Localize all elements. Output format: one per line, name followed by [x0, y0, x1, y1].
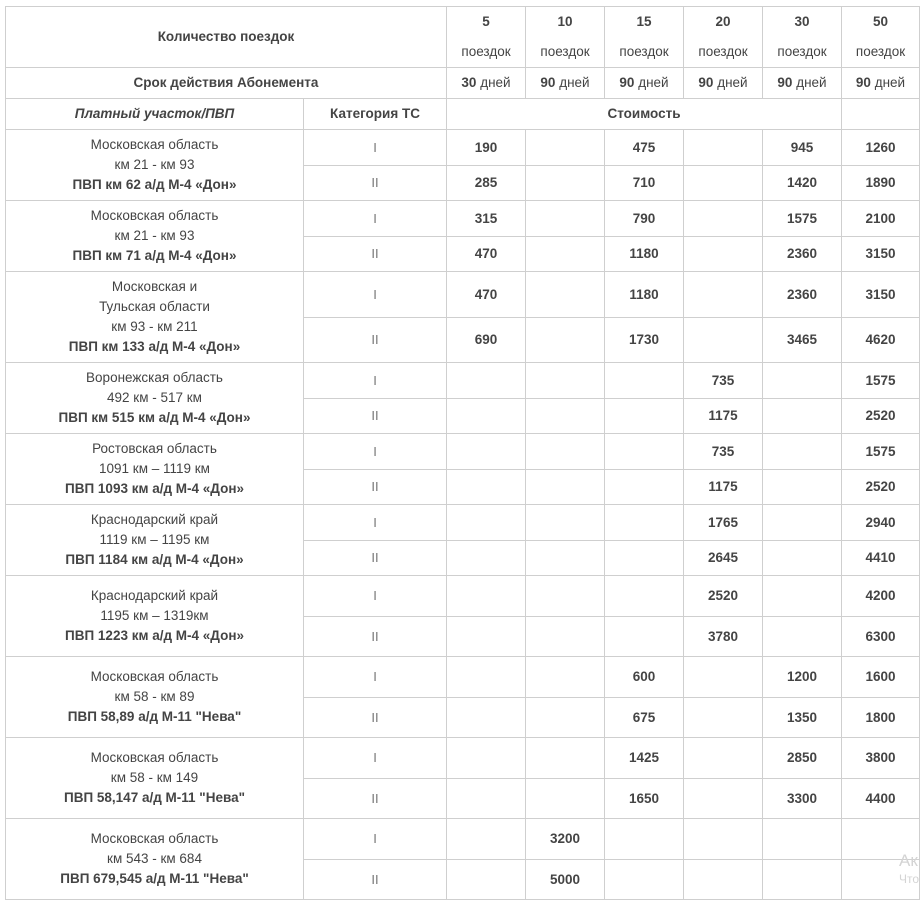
- section-cell: Краснодарский край 1119 км – 1195 км ПВП 1184 км а/д М-4 «Дон»: [6, 505, 304, 576]
- validity-days: 30 дней: [447, 68, 526, 99]
- price-cell: 1175: [684, 399, 763, 434]
- price-cell: [447, 576, 526, 617]
- section-cell: Московская область км 543 - км 684 ПВП 679,545 а/д М-11 "Нева": [6, 819, 304, 900]
- price-cell: [447, 617, 526, 657]
- section-cell: Московская область км 58 - км 149 ПВП 58,147 а/д М-11 "Нева": [6, 738, 304, 819]
- category-cell: II: [304, 470, 447, 505]
- price-cell: [447, 819, 526, 860]
- table-row: [6, 505, 920, 541]
- price-cell: [526, 779, 605, 819]
- category-cell: II: [304, 860, 447, 900]
- price-cell: 4400: [842, 779, 920, 819]
- price-cell: [763, 576, 842, 617]
- trip-col-header: 10 поездок: [526, 7, 605, 68]
- category-cell: II: [304, 541, 447, 576]
- price-cell: [605, 470, 684, 505]
- price-cell: [684, 698, 763, 738]
- price-cell: 6300: [842, 617, 920, 657]
- price-cell: 470: [447, 272, 526, 318]
- price-cell: [605, 576, 684, 617]
- price-cell: 710: [605, 166, 684, 201]
- tariff-table: [5, 6, 920, 900]
- category-cell: II: [304, 318, 447, 363]
- price-cell: 1420: [763, 166, 842, 201]
- table-row: [6, 657, 920, 698]
- price-cell: 3200: [526, 819, 605, 860]
- category-cell: I: [304, 363, 447, 399]
- table-row: [6, 576, 920, 617]
- price-cell: [526, 399, 605, 434]
- table-row: [6, 363, 920, 399]
- price-cell: [605, 363, 684, 399]
- price-cell: 1650: [605, 779, 684, 819]
- price-cell: [763, 860, 842, 900]
- price-cell: 2645: [684, 541, 763, 576]
- price-cell: [526, 363, 605, 399]
- trips-header-row: [6, 7, 920, 68]
- category-cell: II: [304, 166, 447, 201]
- price-cell: 945: [763, 130, 842, 166]
- price-cell: 1575: [842, 363, 920, 399]
- price-cell: 4200: [842, 576, 920, 617]
- price-cell: 1575: [842, 434, 920, 470]
- price-cell: 1180: [605, 237, 684, 272]
- price-cell: [684, 738, 763, 779]
- table-row: [6, 434, 920, 470]
- price-cell: [684, 657, 763, 698]
- validity-days: 90 дней: [684, 68, 763, 99]
- category-cell: I: [304, 272, 447, 318]
- price-cell: 1730: [605, 318, 684, 363]
- table-row: [6, 130, 920, 166]
- category-cell: I: [304, 657, 447, 698]
- price-cell: [684, 201, 763, 237]
- column-header-row: [6, 99, 920, 130]
- validity-header-row: [6, 68, 920, 99]
- price-cell: [526, 657, 605, 698]
- price-cell: [763, 541, 842, 576]
- section-cell: Краснодарский край 1195 км – 1319км ПВП 1223 км а/д М-4 «Дон»: [6, 576, 304, 657]
- section-cell: Московская область км 58 - км 89 ПВП 58,89 а/д М-11 "Нева": [6, 657, 304, 738]
- price-cell: 2520: [684, 576, 763, 617]
- pvp-name: ПВП км 515 км а/д М-4 «Дон»: [58, 410, 251, 425]
- price-cell: 2520: [842, 470, 920, 505]
- watermark: Ак Что: [899, 851, 920, 886]
- table-row: [6, 738, 920, 779]
- price-cell: [447, 505, 526, 541]
- category-cell: II: [304, 399, 447, 434]
- category-cell: I: [304, 738, 447, 779]
- pvp-name: ПВП 1093 км а/д М-4 «Дон»: [65, 481, 244, 496]
- category-cell: I: [304, 130, 447, 166]
- category-cell: I: [304, 819, 447, 860]
- table-row: [6, 272, 920, 318]
- price-cell: [605, 617, 684, 657]
- section-cell: Московская область км 21 - км 93 ПВП км 62 а/д М-4 «Дон»: [6, 130, 304, 201]
- trip-col-header: 30 поездок: [763, 7, 842, 68]
- category-cell: II: [304, 698, 447, 738]
- price-cell: [526, 541, 605, 576]
- category-cell: I: [304, 434, 447, 470]
- table-row: [6, 819, 920, 860]
- price-cell: 735: [684, 434, 763, 470]
- trip-col-header: 20 поездок: [684, 7, 763, 68]
- pvp-name: ПВП 1184 км а/д М-4 «Дон»: [65, 552, 244, 567]
- price-cell: 285: [447, 166, 526, 201]
- price-cell: 3150: [842, 237, 920, 272]
- price-cell: 2940: [842, 505, 920, 541]
- price-cell: [526, 237, 605, 272]
- section-cell: Ростовская область 1091 км – 1119 км ПВП 1093 км а/д М-4 «Дон»: [6, 434, 304, 505]
- price-cell: 3150: [842, 272, 920, 318]
- price-cell: 3800: [842, 738, 920, 779]
- price-cell: 1800: [842, 698, 920, 738]
- price-cell: [763, 617, 842, 657]
- price-cell: 3465: [763, 318, 842, 363]
- price-cell: 3300: [763, 779, 842, 819]
- price-cell: 1600: [842, 657, 920, 698]
- price-cell: 475: [605, 130, 684, 166]
- price-cell: [526, 617, 605, 657]
- price-cell: [605, 505, 684, 541]
- price-cell: [447, 541, 526, 576]
- price-cell: 600: [605, 657, 684, 698]
- price-cell: [526, 166, 605, 201]
- price-cell: [763, 399, 842, 434]
- price-cell: 690: [447, 318, 526, 363]
- section-cell: Московская область км 21 - км 93 ПВП км 71 а/д М-4 «Дон»: [6, 201, 304, 272]
- price-cell: [763, 363, 842, 399]
- trip-col-header: 5 поездок: [447, 7, 526, 68]
- table-row: [6, 201, 920, 237]
- section-cell: Воронежская область 492 км - 517 км ПВП км 515 км а/д М-4 «Дон»: [6, 363, 304, 434]
- price-cell: [684, 237, 763, 272]
- price-cell: [447, 434, 526, 470]
- price-cell: [526, 576, 605, 617]
- price-cell: [447, 657, 526, 698]
- pvp-name: ПВП 679,545 а/д М-11 "Нева": [60, 871, 249, 886]
- pvp-name: ПВП км 71 а/д М-4 «Дон»: [72, 248, 237, 263]
- price-cell: [684, 860, 763, 900]
- price-cell: [684, 318, 763, 363]
- price-cell: [526, 470, 605, 505]
- validity-label: Срок действия Абонемента: [6, 68, 447, 99]
- validity-days: 90 дней: [605, 68, 684, 99]
- price-cell: [684, 272, 763, 318]
- price-cell: 2850: [763, 738, 842, 779]
- validity-days: 90 дней: [842, 68, 920, 99]
- price-cell: 1175: [684, 470, 763, 505]
- price-cell: [526, 738, 605, 779]
- price-cell: [684, 819, 763, 860]
- category-header: Категория ТС: [304, 99, 447, 130]
- price-cell: [526, 505, 605, 541]
- price-cell: 190: [447, 130, 526, 166]
- price-cell: [526, 201, 605, 237]
- price-cell: 1200: [763, 657, 842, 698]
- trips-count-label: Количество поездок: [6, 7, 447, 68]
- cost-header: Стоимость: [447, 99, 842, 130]
- price-cell: 2360: [763, 272, 842, 318]
- price-cell: 1425: [605, 738, 684, 779]
- price-cell: [684, 166, 763, 201]
- price-cell: [447, 698, 526, 738]
- price-cell: [526, 434, 605, 470]
- price-cell: [605, 399, 684, 434]
- validity-days: 90 дней: [526, 68, 605, 99]
- category-cell: I: [304, 576, 447, 617]
- price-cell: [763, 470, 842, 505]
- category-cell: II: [304, 617, 447, 657]
- empty-header-cell: [842, 99, 920, 130]
- price-cell: [526, 698, 605, 738]
- price-cell: 3780: [684, 617, 763, 657]
- pvp-name: ПВП км 62 а/д М-4 «Дон»: [72, 177, 237, 192]
- price-cell: [684, 130, 763, 166]
- category-cell: II: [304, 779, 447, 819]
- category-cell: II: [304, 237, 447, 272]
- price-cell: 1260: [842, 130, 920, 166]
- price-cell: [526, 272, 605, 318]
- price-cell: 2520: [842, 399, 920, 434]
- price-cell: 1890: [842, 166, 920, 201]
- validity-days: 90 дней: [763, 68, 842, 99]
- price-cell: [526, 130, 605, 166]
- price-cell: [605, 819, 684, 860]
- price-cell: [605, 541, 684, 576]
- price-cell: [526, 318, 605, 363]
- price-cell: [447, 779, 526, 819]
- trip-col-header: 15 поездок: [605, 7, 684, 68]
- price-cell: 315: [447, 201, 526, 237]
- price-cell: [763, 505, 842, 541]
- price-cell: 1180: [605, 272, 684, 318]
- pvp-name: ПВП 58,147 а/д М-11 "Нева": [64, 790, 245, 805]
- price-cell: 2360: [763, 237, 842, 272]
- price-cell: 790: [605, 201, 684, 237]
- price-cell: [447, 399, 526, 434]
- section-header: Платный участок/ПВП: [6, 99, 304, 130]
- price-cell: [447, 738, 526, 779]
- category-cell: I: [304, 505, 447, 541]
- price-cell: 1350: [763, 698, 842, 738]
- price-cell: 2100: [842, 201, 920, 237]
- price-cell: 1575: [763, 201, 842, 237]
- price-cell: 675: [605, 698, 684, 738]
- price-cell: 5000: [526, 860, 605, 900]
- price-cell: [447, 860, 526, 900]
- price-cell: [763, 819, 842, 860]
- section-cell: Московская и Тульская области км 93 - км 211 ПВП км 133 а/д М-4 «Дон»: [6, 272, 304, 363]
- price-cell: [763, 434, 842, 470]
- price-cell: 735: [684, 363, 763, 399]
- category-cell: I: [304, 201, 447, 237]
- price-cell: 1765: [684, 505, 763, 541]
- pvp-name: ПВП км 133 а/д М-4 «Дон»: [68, 339, 241, 354]
- trip-col-header: 50 поездок: [842, 7, 920, 68]
- price-cell: 4410: [842, 541, 920, 576]
- pvp-name: ПВП 1223 км а/д М-4 «Дон»: [65, 628, 244, 643]
- price-cell: [447, 470, 526, 505]
- price-cell: [447, 363, 526, 399]
- price-cell: 4620: [842, 318, 920, 363]
- price-cell: [605, 434, 684, 470]
- pvp-name: ПВП 58,89 а/д М-11 "Нева": [67, 709, 242, 724]
- price-cell: 470: [447, 237, 526, 272]
- price-cell: [684, 779, 763, 819]
- price-cell: [605, 860, 684, 900]
